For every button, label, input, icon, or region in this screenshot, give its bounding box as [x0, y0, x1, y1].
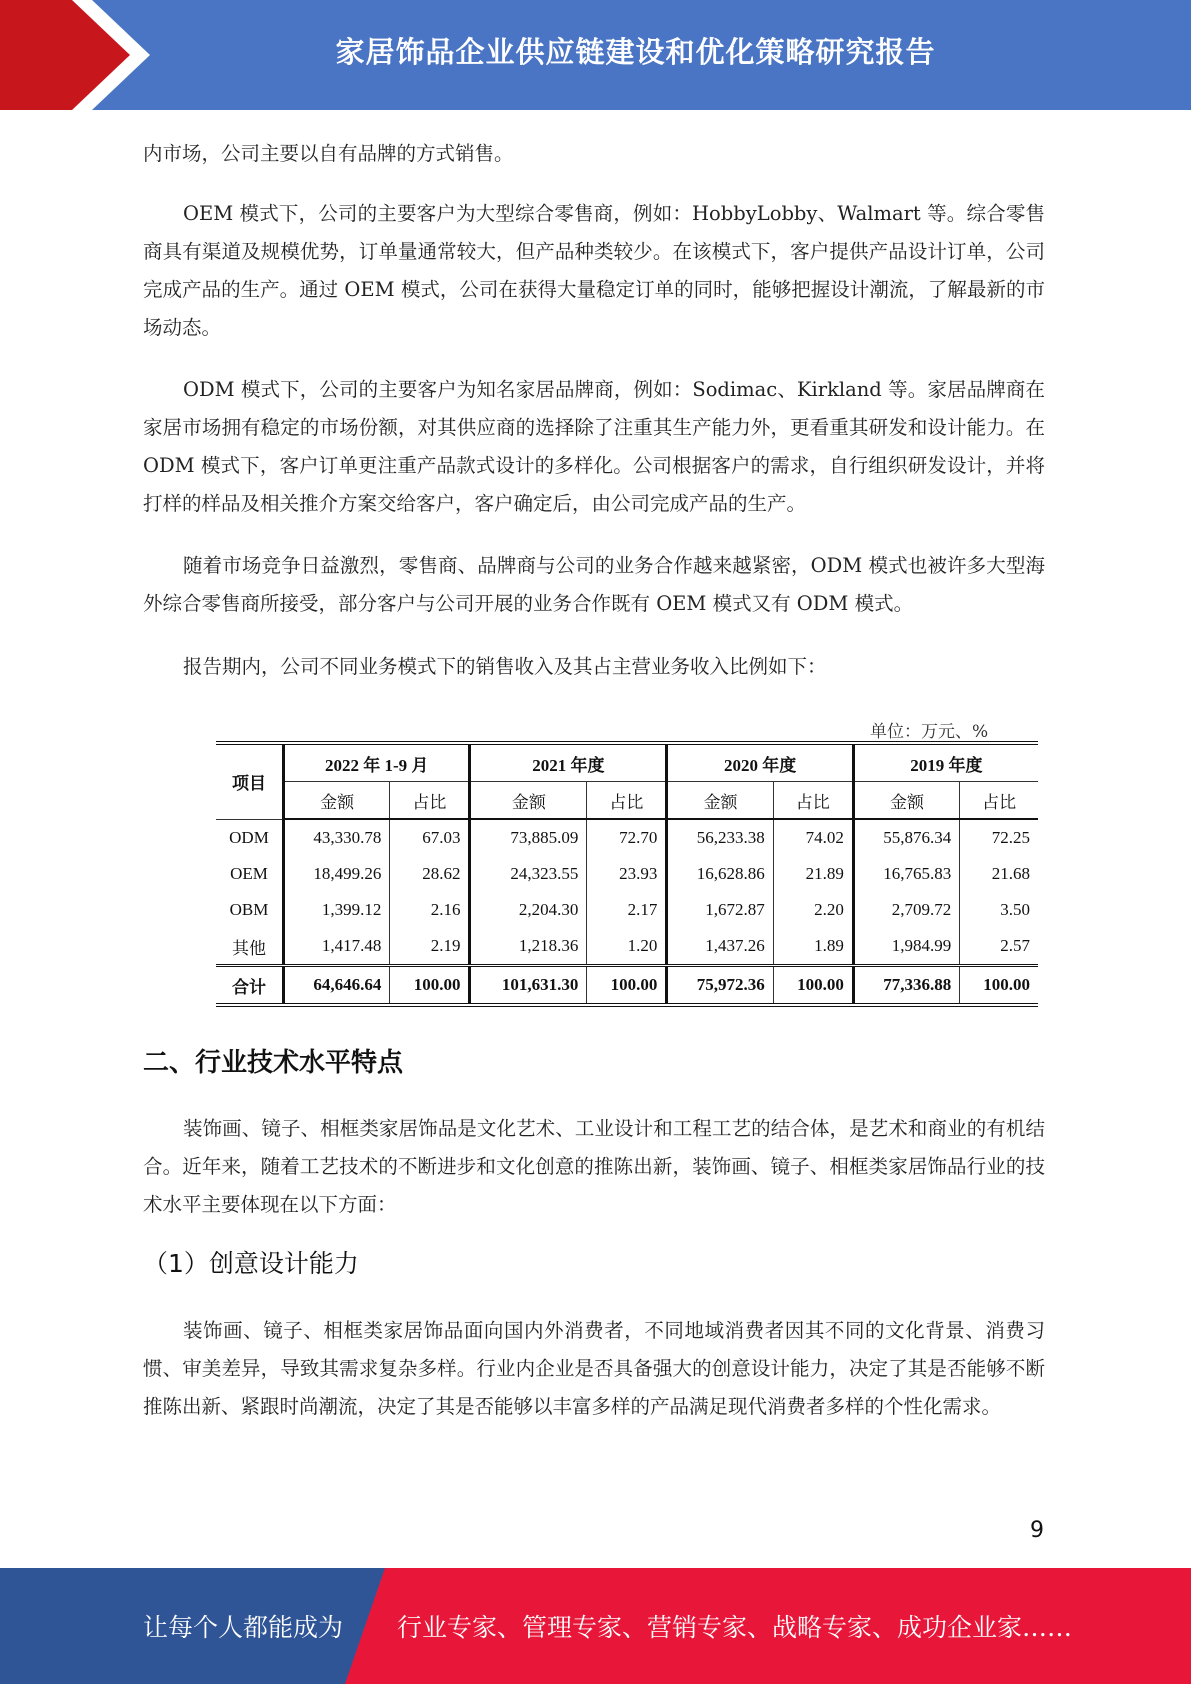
subsection-text: 装饰画、镜子、相框类家居饰品面向国内外消费者，不同地域消费者因其不同的文化背景、消费习惯、审美差异，导致其需求复杂多样。行业内企业是否具备强大的创意设计能力，决定了其是否能够不断推陈出新、紧跟时尚潮流，决定了其是否能够以丰富多样的产品满足现代消费者多样的个性化需求。 — [143, 1319, 1045, 1418]
footer-slogan-left: 让每个人都能成为 — [143, 1613, 344, 1642]
ratio-cell: 1.20 — [587, 928, 667, 966]
period-header: 2022 年 1-9 月 — [284, 743, 470, 782]
section-heading: 二、行业技术水平特点 — [143, 1048, 404, 1078]
amount-cell: 2,204.30 — [470, 892, 587, 928]
ratio-header: 占比 — [960, 782, 1038, 820]
ratio-cell: 2.57 — [960, 928, 1038, 966]
ratio-cell: 3.50 — [960, 892, 1038, 928]
ratio-cell: 72.70 — [587, 819, 667, 856]
ratio-cell: 21.89 — [773, 856, 853, 892]
period-header: 2021 年度 — [470, 743, 667, 782]
amount-cell: 16,628.86 — [667, 856, 773, 892]
ratio-header: 占比 — [390, 782, 470, 820]
amount-cell: 1,984.99 — [853, 928, 959, 966]
ratio-cell: 100.00 — [390, 966, 470, 1006]
table-row — [216, 856, 1038, 892]
amount-cell: 2,709.72 — [853, 892, 959, 928]
ratio-header: 占比 — [587, 782, 667, 820]
table-row — [216, 966, 1038, 1006]
ratio-cell: 100.00 — [773, 966, 853, 1006]
ratio-cell: 2.16 — [390, 892, 470, 928]
amount-cell: 18,499.26 — [284, 856, 390, 892]
amount-cell: 56,233.38 — [667, 819, 773, 856]
period-header: 2019 年度 — [853, 743, 1038, 782]
section-intro: 装饰画、镜子、相框类家居饰品是文化艺术、工业设计和工程工艺的结合体，是艺术和商业的有机结合。近年来，随着工艺技术的不断进步和文化创意的推陈出新，装饰画、镜子、相框类家居饰品行业的技术水平主要体现在以下方面： — [143, 1117, 1045, 1216]
amount-cell: 75,972.36 — [667, 966, 773, 1006]
page-header — [0, 0, 1191, 110]
table-row — [216, 892, 1038, 928]
amount-header: 金额 — [470, 782, 587, 820]
amount-cell: 24,323.55 — [470, 856, 587, 892]
paragraph-oem: OEM 模式下，公司的主要客户为大型综合零售商，例如：HobbyLobby、Walmart 等。综合零售商具有渠道及规模优势，订单量通常较大，但产品种类较少。在该模式下，客户提供产品设计订单，公司完成产品的生产。通过 OEM 模式，公司在获得大量稳定订单的同时，能够把握设计潮流，了解最新的市场动态。 — [143, 202, 1045, 339]
amount-cell: 1,672.87 — [667, 892, 773, 928]
revenue-table — [216, 741, 1038, 1007]
amount-cell: 1,437.26 — [667, 928, 773, 966]
table-row-header: 项目 — [216, 743, 284, 819]
subsection-heading: （1）创意设计能力 — [143, 1249, 359, 1278]
page-number: 9 — [1030, 1518, 1044, 1543]
ratio-cell: 1.89 — [773, 928, 853, 966]
header-arrow-decoration — [0, 0, 160, 110]
amount-cell: 1,399.12 — [284, 892, 390, 928]
amount-cell: 64,646.64 — [284, 966, 390, 1006]
ratio-cell: 67.03 — [390, 819, 470, 856]
page-footer — [0, 1568, 1191, 1684]
ratio-cell: 74.02 — [773, 819, 853, 856]
amount-header: 金额 — [284, 782, 390, 820]
ratio-cell: 100.00 — [587, 966, 667, 1006]
paragraph-odm: ODM 模式下，公司的主要客户为知名家居品牌商，例如：Sodimac、Kirkland 等。家居品牌商在家居市场拥有稳定的市场份额，对其供应商的选择除了注重其生产能力外，更看重其研发和设计能力。在 ODM 模式下，客户订单更注重产品款式设计的多样化。公司根据客户的需求，自行组织研发设计，并将打样的样品及相关推介方案交给客户，客户确定后，由公司完成产品的生产。 — [143, 378, 1045, 515]
row-label: OEM — [216, 856, 284, 892]
period-header: 2020 年度 — [667, 743, 853, 782]
ratio-cell: 2.17 — [587, 892, 667, 928]
amount-cell: 1,218.36 — [470, 928, 587, 966]
row-label: OBM — [216, 892, 284, 928]
row-label: 合计 — [216, 966, 284, 1006]
ratio-cell: 2.19 — [390, 928, 470, 966]
amount-cell: 101,631.30 — [470, 966, 587, 1006]
ratio-cell: 100.00 — [960, 966, 1038, 1006]
paragraph-continued: 内市场，公司主要以自有品牌的方式销售。 — [143, 142, 514, 165]
ratio-cell: 72.25 — [960, 819, 1038, 856]
amount-cell: 16,765.83 — [853, 856, 959, 892]
ratio-cell: 2.20 — [773, 892, 853, 928]
amount-cell: 55,876.34 — [853, 819, 959, 856]
amount-cell: 43,330.78 — [284, 819, 390, 856]
footer-slogan-right: 行业专家、管理专家、营销专家、战略专家、成功企业家…… — [397, 1613, 1073, 1642]
amount-header: 金额 — [667, 782, 773, 820]
table-unit-label: 单位：万元、% — [870, 722, 989, 742]
ratio-cell: 28.62 — [390, 856, 470, 892]
ratio-cell: 23.93 — [587, 856, 667, 892]
ratio-header: 占比 — [773, 782, 853, 820]
row-label: 其他 — [216, 928, 284, 966]
table-row — [216, 819, 1038, 856]
table-row — [216, 928, 1038, 966]
amount-header: 金额 — [853, 782, 959, 820]
paragraph-competition: 随着市场竞争日益激烈，零售商、品牌商与公司的业务合作越来越紧密，ODM 模式也被许多大型海外综合零售商所接受，部分客户与公司开展的业务合作既有 OEM 模式又有 ODM 模式。 — [143, 554, 1045, 615]
paragraph-table-intro: 报告期内，公司不同业务模式下的销售收入及其占主营业务收入比例如下： — [183, 655, 827, 678]
report-title: 家居饰品企业供应链建设和优化策略研究报告 — [335, 34, 936, 69]
amount-cell: 77,336.88 — [853, 966, 959, 1006]
amount-cell: 73,885.09 — [470, 819, 587, 856]
amount-cell: 1,417.48 — [284, 928, 390, 966]
row-label: ODM — [216, 819, 284, 856]
ratio-cell: 21.68 — [960, 856, 1038, 892]
